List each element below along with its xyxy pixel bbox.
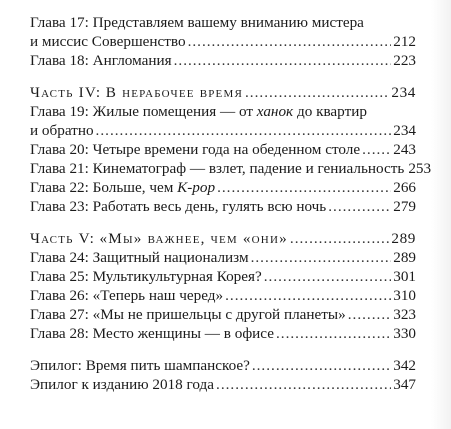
toc-entry-title	[30, 178, 215, 197]
toc-entry-ch27	[30, 305, 416, 324]
leader-dots	[328, 197, 391, 216]
leader-dots	[252, 356, 391, 375]
toc-page-number: 301	[393, 268, 416, 285]
title-part: Глава 22: Больше, чем	[30, 179, 178, 196]
toc-entry-ch21	[30, 159, 432, 178]
toc-page-number: 279	[393, 198, 416, 215]
toc-entry-ch24	[30, 248, 416, 267]
toc-page-number: 243	[393, 141, 416, 158]
part-title: В нерабочее время	[105, 84, 243, 101]
toc-entry-ch22	[30, 178, 416, 197]
part-heading	[30, 83, 243, 102]
leader-dots	[96, 121, 392, 140]
page-edge-shadow	[431, 0, 451, 429]
toc-entry-title: и обратно	[30, 122, 94, 139]
leader-dots	[174, 51, 392, 70]
toc-entry-ch20	[30, 140, 416, 159]
toc-entry-ch25	[30, 267, 416, 286]
leader-dots	[362, 140, 391, 159]
toc-page-number: 330	[393, 325, 416, 342]
leader-dots	[216, 375, 391, 394]
toc-entry-ch19-line1	[30, 102, 416, 121]
toc-entry-ch18	[30, 51, 416, 70]
leader-dots	[264, 267, 391, 286]
toc-page-number: 342	[393, 357, 416, 374]
title-part: Глава 19: Жилые помещения — от	[30, 103, 257, 120]
toc-entry-title: Глава 23: Работать весь день, гулять всю ночь	[30, 198, 327, 215]
title-emphasis: K-pop	[177, 179, 216, 196]
leader-dots	[217, 178, 391, 197]
toc-entry-ch17-line2	[30, 32, 416, 51]
toc-entry-ch23	[30, 197, 416, 216]
toc-page-number: 212	[393, 33, 416, 50]
toc-part-5	[30, 229, 416, 248]
toc-page-number: 234	[393, 122, 416, 139]
part-heading	[30, 229, 288, 248]
title-emphasis: ханок	[256, 103, 294, 120]
toc-entry-title: Глава 24: Защитный национализм	[30, 249, 249, 266]
leader-dots	[225, 286, 391, 305]
toc-entry-epilogue-2018	[30, 375, 416, 394]
toc-entry-epilogue	[30, 356, 416, 375]
toc-entry-ch19-line2	[30, 121, 416, 140]
part-prefix: Часть V:	[30, 230, 96, 247]
toc-entry-title	[30, 102, 367, 121]
toc-entry-title: Эпилог: Время пить шампанское?	[30, 357, 250, 374]
part-prefix: Часть IV:	[30, 84, 102, 101]
toc-page-number: 234	[391, 84, 416, 101]
toc-page-number: 253	[408, 160, 432, 177]
toc-page-number: 223	[393, 52, 416, 69]
part-title: «Мы» важнее, чем «они»	[99, 230, 288, 247]
toc-entry-title: Глава 26: «Теперь наш черед»	[30, 287, 224, 304]
leader-dots	[348, 305, 391, 324]
toc-entry-title: и миссис Совершенство	[30, 33, 186, 50]
toc-entry-title: Глава 18: Англомания	[30, 52, 172, 69]
toc-page-number: 289	[393, 249, 416, 266]
toc-entry-title: Эпилог к изданию 2018 года	[30, 376, 215, 393]
toc-page-number: 310	[393, 287, 416, 304]
toc-entry-title: Глава 17: Представляем вашему вниманию мистера	[30, 14, 364, 31]
title-part: до квартир	[293, 103, 367, 120]
toc-page-number: 323	[393, 306, 416, 323]
toc-entry-title: Глава 20: Четыре времени года на обеденном столе	[30, 141, 361, 158]
toc-entry-title: Глава 21: Кинематограф — взлет, падение и гениальность	[30, 160, 405, 177]
leader-dots	[290, 229, 390, 248]
toc-entry-title: Глава 28: Место женщины — в офисе	[30, 325, 274, 342]
toc-entry-title: Глава 25: Мультикультурная Корея?	[30, 268, 262, 285]
leader-dots	[245, 83, 389, 102]
leader-dots	[276, 324, 391, 343]
toc-part-4	[30, 83, 416, 102]
toc-entry-title: Глава 27: «Мы не пришельцы с другой планеты»	[30, 306, 346, 323]
toc-entry-ch28	[30, 324, 416, 343]
leader-dots	[188, 32, 392, 51]
toc-entry-ch26	[30, 286, 416, 305]
toc-entry-ch17-line1	[30, 13, 416, 32]
toc-page-number: 266	[393, 179, 416, 196]
toc-page-number: 289	[391, 230, 416, 247]
toc-page-number: 347	[393, 376, 416, 393]
leader-dots	[251, 248, 392, 267]
